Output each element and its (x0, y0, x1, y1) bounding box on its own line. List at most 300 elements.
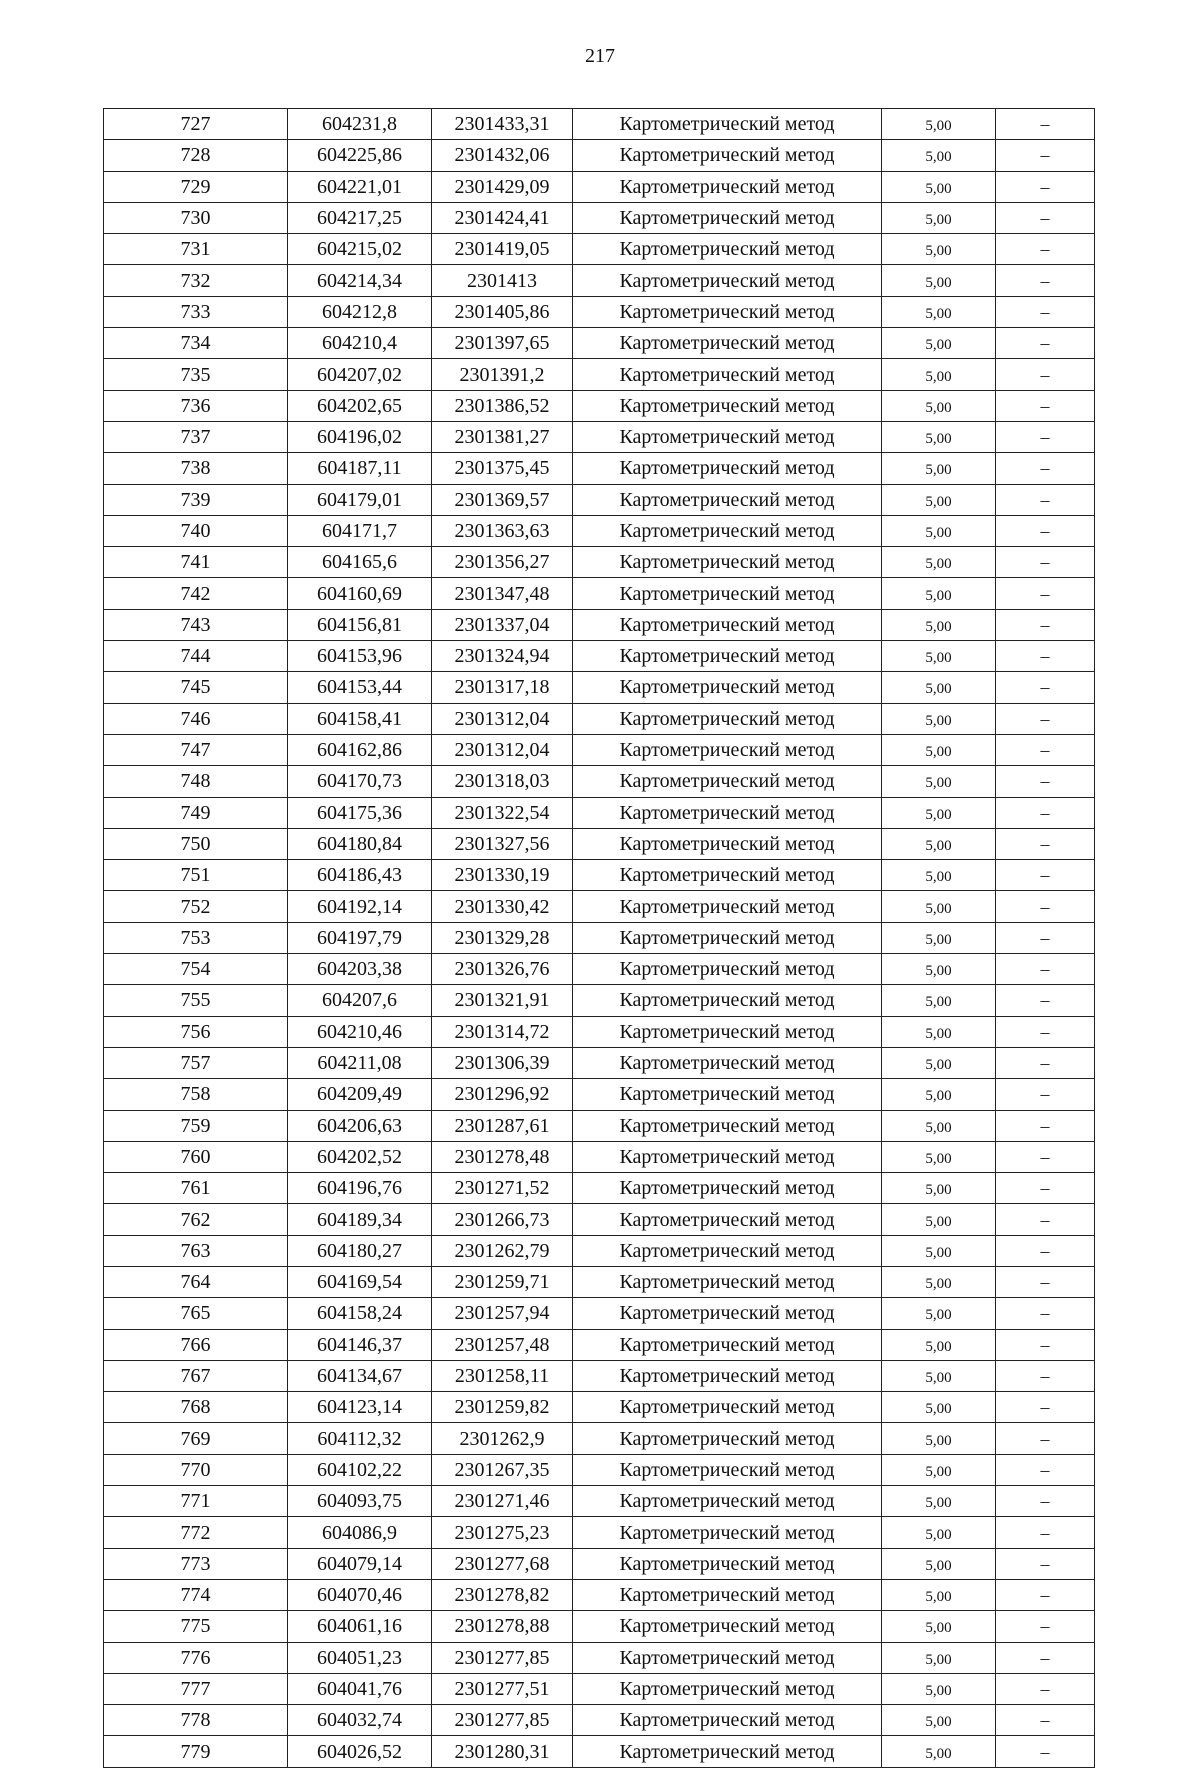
description-cell: – (996, 891, 1095, 922)
point-number-cell: 756 (104, 1016, 288, 1047)
table-row (104, 1454, 1095, 1485)
description-cell: – (996, 484, 1095, 515)
description-cell: – (996, 1673, 1095, 1704)
x-coordinate-cell: 604153,96 (288, 641, 432, 672)
point-number-cell: 750 (104, 828, 288, 859)
error-cell: 5,00 (882, 1423, 996, 1454)
description-cell: – (996, 1016, 1095, 1047)
table-row (104, 1579, 1095, 1610)
table-row (104, 484, 1095, 515)
point-number-cell: 740 (104, 515, 288, 546)
y-coordinate-cell: 2301424,41 (432, 202, 573, 233)
method-cell: Картометрический метод (573, 734, 882, 765)
error-cell: 5,00 (882, 1266, 996, 1297)
method-cell: Картометрический метод (573, 421, 882, 452)
x-coordinate-cell: 604214,34 (288, 265, 432, 296)
description-cell: – (996, 1642, 1095, 1673)
x-coordinate-cell: 604180,27 (288, 1235, 432, 1266)
table-row (104, 1266, 1095, 1297)
y-coordinate-cell: 2301262,79 (432, 1235, 573, 1266)
error-cell: 5,00 (882, 1548, 996, 1579)
point-number-cell: 777 (104, 1673, 288, 1704)
table-row (104, 453, 1095, 484)
y-coordinate-cell: 2301296,92 (432, 1079, 573, 1110)
table-row (104, 140, 1095, 171)
point-number-cell: 749 (104, 797, 288, 828)
method-cell: Картометрический метод (573, 703, 882, 734)
point-number-cell: 768 (104, 1392, 288, 1423)
method-cell: Картометрический метод (573, 202, 882, 233)
method-cell: Картометрический метод (573, 1266, 882, 1297)
point-number-cell: 739 (104, 484, 288, 515)
method-cell: Картометрический метод (573, 922, 882, 953)
error-cell: 5,00 (882, 1642, 996, 1673)
point-number-cell: 779 (104, 1736, 288, 1767)
method-cell: Картометрический метод (573, 954, 882, 985)
method-cell: Картометрический метод (573, 1016, 882, 1047)
y-coordinate-cell: 2301356,27 (432, 547, 573, 578)
method-cell: Картометрический метод (573, 1141, 882, 1172)
x-coordinate-cell: 604209,49 (288, 1079, 432, 1110)
method-cell: Картометрический метод (573, 1454, 882, 1485)
method-cell: Картометрический метод (573, 1579, 882, 1610)
error-cell: 5,00 (882, 515, 996, 546)
error-cell: 5,00 (882, 1611, 996, 1642)
table-row (104, 1423, 1095, 1454)
method-cell: Картометрический метод (573, 1079, 882, 1110)
page-number: 217 (585, 45, 615, 67)
error-cell: 5,00 (882, 1016, 996, 1047)
point-number-cell: 745 (104, 672, 288, 703)
point-number-cell: 738 (104, 453, 288, 484)
point-number-cell: 744 (104, 641, 288, 672)
table-row (104, 265, 1095, 296)
method-cell: Картометрический метод (573, 547, 882, 578)
error-cell: 5,00 (882, 484, 996, 515)
table-row (104, 1016, 1095, 1047)
description-cell: – (996, 1423, 1095, 1454)
error-cell: 5,00 (882, 734, 996, 765)
table-row (104, 390, 1095, 421)
error-cell: 5,00 (882, 296, 996, 327)
description-cell: – (996, 390, 1095, 421)
x-coordinate-cell: 604180,84 (288, 828, 432, 859)
x-coordinate-cell: 604202,52 (288, 1141, 432, 1172)
description-cell: – (996, 734, 1095, 765)
y-coordinate-cell: 2301278,88 (432, 1611, 573, 1642)
table-row (104, 359, 1095, 390)
x-coordinate-cell: 604187,11 (288, 453, 432, 484)
point-number-cell: 772 (104, 1517, 288, 1548)
y-coordinate-cell: 2301277,85 (432, 1705, 573, 1736)
description-cell: – (996, 1047, 1095, 1078)
error-cell: 5,00 (882, 1047, 996, 1078)
method-cell: Картометрический метод (573, 515, 882, 546)
y-coordinate-cell: 2301381,27 (432, 421, 573, 452)
description-cell: – (996, 1736, 1095, 1767)
table-row (104, 1673, 1095, 1704)
coordinates-table (103, 108, 1095, 1768)
x-coordinate-cell: 604203,38 (288, 954, 432, 985)
y-coordinate-cell: 2301327,56 (432, 828, 573, 859)
table-row (104, 766, 1095, 797)
description-cell: – (996, 515, 1095, 546)
y-coordinate-cell: 2301330,42 (432, 891, 573, 922)
method-cell: Картометрический метод (573, 1642, 882, 1673)
table-row (104, 1329, 1095, 1360)
y-coordinate-cell: 2301322,54 (432, 797, 573, 828)
table-row (104, 171, 1095, 202)
method-cell: Картометрический метод (573, 1298, 882, 1329)
table-row (104, 328, 1095, 359)
error-cell: 5,00 (882, 202, 996, 233)
point-number-cell: 766 (104, 1329, 288, 1360)
method-cell: Картометрический метод (573, 109, 882, 140)
error-cell: 5,00 (882, 797, 996, 828)
description-cell: – (996, 296, 1095, 327)
point-number-cell: 730 (104, 202, 288, 233)
point-number-cell: 754 (104, 954, 288, 985)
table-row (104, 828, 1095, 859)
description-cell: – (996, 140, 1095, 171)
method-cell: Картометрический метод (573, 1392, 882, 1423)
point-number-cell: 732 (104, 265, 288, 296)
description-cell: – (996, 703, 1095, 734)
x-coordinate-cell: 604146,37 (288, 1329, 432, 1360)
description-cell: – (996, 797, 1095, 828)
point-number-cell: 728 (104, 140, 288, 171)
table-row (104, 672, 1095, 703)
x-coordinate-cell: 604171,7 (288, 515, 432, 546)
error-cell: 5,00 (882, 547, 996, 578)
point-number-cell: 773 (104, 1548, 288, 1579)
x-coordinate-cell: 604207,02 (288, 359, 432, 390)
y-coordinate-cell: 2301330,19 (432, 860, 573, 891)
method-cell: Картометрический метод (573, 860, 882, 891)
description-cell: – (996, 1329, 1095, 1360)
table-row (104, 922, 1095, 953)
description-cell: – (996, 609, 1095, 640)
x-coordinate-cell: 604026,52 (288, 1736, 432, 1767)
table-row (104, 1736, 1095, 1767)
method-cell: Картометрический метод (573, 484, 882, 515)
method-cell: Картометрический метод (573, 828, 882, 859)
table-row (104, 296, 1095, 327)
error-cell: 5,00 (882, 421, 996, 452)
error-cell: 5,00 (882, 234, 996, 265)
x-coordinate-cell: 604170,73 (288, 766, 432, 797)
x-coordinate-cell: 604032,74 (288, 1705, 432, 1736)
y-coordinate-cell: 2301278,48 (432, 1141, 573, 1172)
error-cell: 5,00 (882, 703, 996, 734)
x-coordinate-cell: 604070,46 (288, 1579, 432, 1610)
description-cell: – (996, 1392, 1095, 1423)
y-coordinate-cell: 2301337,04 (432, 609, 573, 640)
error-cell: 5,00 (882, 359, 996, 390)
y-coordinate-cell: 2301324,94 (432, 641, 573, 672)
error-cell: 5,00 (882, 985, 996, 1016)
table-row (104, 1548, 1095, 1579)
description-cell: – (996, 328, 1095, 359)
table-row (104, 1235, 1095, 1266)
method-cell: Картометрический метод (573, 1329, 882, 1360)
description-cell: – (996, 1079, 1095, 1110)
y-coordinate-cell: 2301391,2 (432, 359, 573, 390)
description-cell: – (996, 1110, 1095, 1141)
table-row (104, 1141, 1095, 1172)
method-cell: Картометрический метод (573, 1705, 882, 1736)
x-coordinate-cell: 604165,6 (288, 547, 432, 578)
method-cell: Картометрический метод (573, 578, 882, 609)
method-cell: Картометрический метод (573, 265, 882, 296)
x-coordinate-cell: 604162,86 (288, 734, 432, 765)
error-cell: 5,00 (882, 1392, 996, 1423)
point-number-cell: 753 (104, 922, 288, 953)
y-coordinate-cell: 2301326,76 (432, 954, 573, 985)
error-cell: 5,00 (882, 641, 996, 672)
y-coordinate-cell: 2301363,63 (432, 515, 573, 546)
method-cell: Картометрический метод (573, 1173, 882, 1204)
description-cell: – (996, 1548, 1095, 1579)
error-cell: 5,00 (882, 860, 996, 891)
table-row (104, 1517, 1095, 1548)
method-cell: Картометрический метод (573, 453, 882, 484)
method-cell: Картометрический метод (573, 1423, 882, 1454)
error-cell: 5,00 (882, 891, 996, 922)
y-coordinate-cell: 2301318,03 (432, 766, 573, 797)
x-coordinate-cell: 604192,14 (288, 891, 432, 922)
y-coordinate-cell: 2301271,46 (432, 1486, 573, 1517)
error-cell: 5,00 (882, 1329, 996, 1360)
y-coordinate-cell: 2301275,23 (432, 1517, 573, 1548)
x-coordinate-cell: 604196,02 (288, 421, 432, 452)
point-number-cell: 742 (104, 578, 288, 609)
x-coordinate-cell: 604221,01 (288, 171, 432, 202)
error-cell: 5,00 (882, 1235, 996, 1266)
point-number-cell: 776 (104, 1642, 288, 1673)
x-coordinate-cell: 604051,23 (288, 1642, 432, 1673)
y-coordinate-cell: 2301419,05 (432, 234, 573, 265)
x-coordinate-cell: 604086,9 (288, 1517, 432, 1548)
y-coordinate-cell: 2301267,35 (432, 1454, 573, 1485)
x-coordinate-cell: 604210,4 (288, 328, 432, 359)
description-cell: – (996, 547, 1095, 578)
x-coordinate-cell: 604153,44 (288, 672, 432, 703)
method-cell: Картометрический метод (573, 1360, 882, 1391)
table-row (104, 109, 1095, 140)
y-coordinate-cell: 2301329,28 (432, 922, 573, 953)
y-coordinate-cell: 2301266,73 (432, 1204, 573, 1235)
error-cell: 5,00 (882, 1110, 996, 1141)
y-coordinate-cell: 2301397,65 (432, 328, 573, 359)
description-cell: – (996, 766, 1095, 797)
y-coordinate-cell: 2301280,31 (432, 1736, 573, 1767)
x-coordinate-cell: 604225,86 (288, 140, 432, 171)
y-coordinate-cell: 2301386,52 (432, 390, 573, 421)
description-cell: – (996, 1517, 1095, 1548)
method-cell: Картометрический метод (573, 672, 882, 703)
y-coordinate-cell: 2301259,71 (432, 1266, 573, 1297)
x-coordinate-cell: 604202,65 (288, 390, 432, 421)
point-number-cell: 735 (104, 359, 288, 390)
description-cell: – (996, 202, 1095, 233)
point-number-cell: 755 (104, 985, 288, 1016)
point-number-cell: 731 (104, 234, 288, 265)
y-coordinate-cell: 2301347,48 (432, 578, 573, 609)
error-cell: 5,00 (882, 1673, 996, 1704)
table-row (104, 421, 1095, 452)
point-number-cell: 737 (104, 421, 288, 452)
description-cell: – (996, 421, 1095, 452)
x-coordinate-cell: 604041,76 (288, 1673, 432, 1704)
y-coordinate-cell: 2301258,11 (432, 1360, 573, 1391)
point-number-cell: 747 (104, 734, 288, 765)
x-coordinate-cell: 604186,43 (288, 860, 432, 891)
y-coordinate-cell: 2301321,91 (432, 985, 573, 1016)
error-cell: 5,00 (882, 390, 996, 421)
error-cell: 5,00 (882, 1736, 996, 1767)
point-number-cell: 751 (104, 860, 288, 891)
point-number-cell: 774 (104, 1579, 288, 1610)
y-coordinate-cell: 2301312,04 (432, 734, 573, 765)
x-coordinate-cell: 604158,24 (288, 1298, 432, 1329)
description-cell: – (996, 860, 1095, 891)
description-cell: – (996, 641, 1095, 672)
method-cell: Картометрический метод (573, 1204, 882, 1235)
method-cell: Картометрический метод (573, 985, 882, 1016)
table-row (104, 797, 1095, 828)
description-cell: – (996, 828, 1095, 859)
point-number-cell: 733 (104, 296, 288, 327)
error-cell: 5,00 (882, 578, 996, 609)
x-coordinate-cell: 604079,14 (288, 1548, 432, 1579)
method-cell: Картометрический метод (573, 1110, 882, 1141)
error-cell: 5,00 (882, 1454, 996, 1485)
error-cell: 5,00 (882, 954, 996, 985)
x-coordinate-cell: 604189,34 (288, 1204, 432, 1235)
y-coordinate-cell: 2301277,68 (432, 1548, 573, 1579)
table-row (104, 234, 1095, 265)
table-row (104, 578, 1095, 609)
point-number-cell: 771 (104, 1486, 288, 1517)
table-row (104, 703, 1095, 734)
point-number-cell: 770 (104, 1454, 288, 1485)
table-row (104, 985, 1095, 1016)
point-number-cell: 743 (104, 609, 288, 640)
error-cell: 5,00 (882, 1579, 996, 1610)
error-cell: 5,00 (882, 922, 996, 953)
y-coordinate-cell: 2301369,57 (432, 484, 573, 515)
point-number-cell: 746 (104, 703, 288, 734)
table-row (104, 1642, 1095, 1673)
table-row (104, 1110, 1095, 1141)
x-coordinate-cell: 604231,8 (288, 109, 432, 140)
table-row (104, 609, 1095, 640)
point-number-cell: 762 (104, 1204, 288, 1235)
description-cell: – (996, 359, 1095, 390)
error-cell: 5,00 (882, 1079, 996, 1110)
x-coordinate-cell: 604206,63 (288, 1110, 432, 1141)
table-row (104, 1360, 1095, 1391)
x-coordinate-cell: 604215,02 (288, 234, 432, 265)
table-row (104, 1204, 1095, 1235)
description-cell: – (996, 1611, 1095, 1642)
x-coordinate-cell: 604210,46 (288, 1016, 432, 1047)
error-cell: 5,00 (882, 109, 996, 140)
point-number-cell: 729 (104, 171, 288, 202)
table-row (104, 954, 1095, 985)
table-row (104, 547, 1095, 578)
point-number-cell: 778 (104, 1705, 288, 1736)
method-cell: Картометрический метод (573, 1235, 882, 1266)
description-cell: – (996, 1141, 1095, 1172)
description-cell: – (996, 453, 1095, 484)
point-number-cell: 765 (104, 1298, 288, 1329)
error-cell: 5,00 (882, 140, 996, 171)
y-coordinate-cell: 2301432,06 (432, 140, 573, 171)
x-coordinate-cell: 604102,22 (288, 1454, 432, 1485)
method-cell: Картометрический метод (573, 328, 882, 359)
description-cell: – (996, 954, 1095, 985)
error-cell: 5,00 (882, 328, 996, 359)
table-row (104, 1486, 1095, 1517)
error-cell: 5,00 (882, 766, 996, 797)
x-coordinate-cell: 604160,69 (288, 578, 432, 609)
x-coordinate-cell: 604112,32 (288, 1423, 432, 1454)
description-cell: – (996, 1173, 1095, 1204)
table-row (104, 1298, 1095, 1329)
method-cell: Картометрический метод (573, 296, 882, 327)
point-number-cell: 736 (104, 390, 288, 421)
method-cell: Картометрический метод (573, 140, 882, 171)
point-number-cell: 752 (104, 891, 288, 922)
point-number-cell: 741 (104, 547, 288, 578)
method-cell: Картометрический метод (573, 641, 882, 672)
table-row (104, 1079, 1095, 1110)
method-cell: Картометрический метод (573, 1736, 882, 1767)
point-number-cell: 769 (104, 1423, 288, 1454)
y-coordinate-cell: 2301429,09 (432, 171, 573, 202)
point-number-cell: 727 (104, 109, 288, 140)
description-cell: – (996, 1204, 1095, 1235)
x-coordinate-cell: 604207,6 (288, 985, 432, 1016)
method-cell: Картометрический метод (573, 891, 882, 922)
method-cell: Картометрический метод (573, 609, 882, 640)
method-cell: Картометрический метод (573, 797, 882, 828)
description-cell: – (996, 109, 1095, 140)
x-coordinate-cell: 604093,75 (288, 1486, 432, 1517)
y-coordinate-cell: 2301257,48 (432, 1329, 573, 1360)
description-cell: – (996, 578, 1095, 609)
x-coordinate-cell: 604156,81 (288, 609, 432, 640)
y-coordinate-cell: 2301262,9 (432, 1423, 573, 1454)
x-coordinate-cell: 604158,41 (288, 703, 432, 734)
table-row (104, 1173, 1095, 1204)
x-coordinate-cell: 604134,67 (288, 1360, 432, 1391)
y-coordinate-cell: 2301257,94 (432, 1298, 573, 1329)
table-row (104, 515, 1095, 546)
y-coordinate-cell: 2301277,51 (432, 1673, 573, 1704)
description-cell: – (996, 985, 1095, 1016)
x-coordinate-cell: 604175,36 (288, 797, 432, 828)
table-row (104, 860, 1095, 891)
table-row (104, 1705, 1095, 1736)
x-coordinate-cell: 604212,8 (288, 296, 432, 327)
description-cell: – (996, 922, 1095, 953)
point-number-cell: 734 (104, 328, 288, 359)
description-cell: – (996, 1360, 1095, 1391)
y-coordinate-cell: 2301259,82 (432, 1392, 573, 1423)
